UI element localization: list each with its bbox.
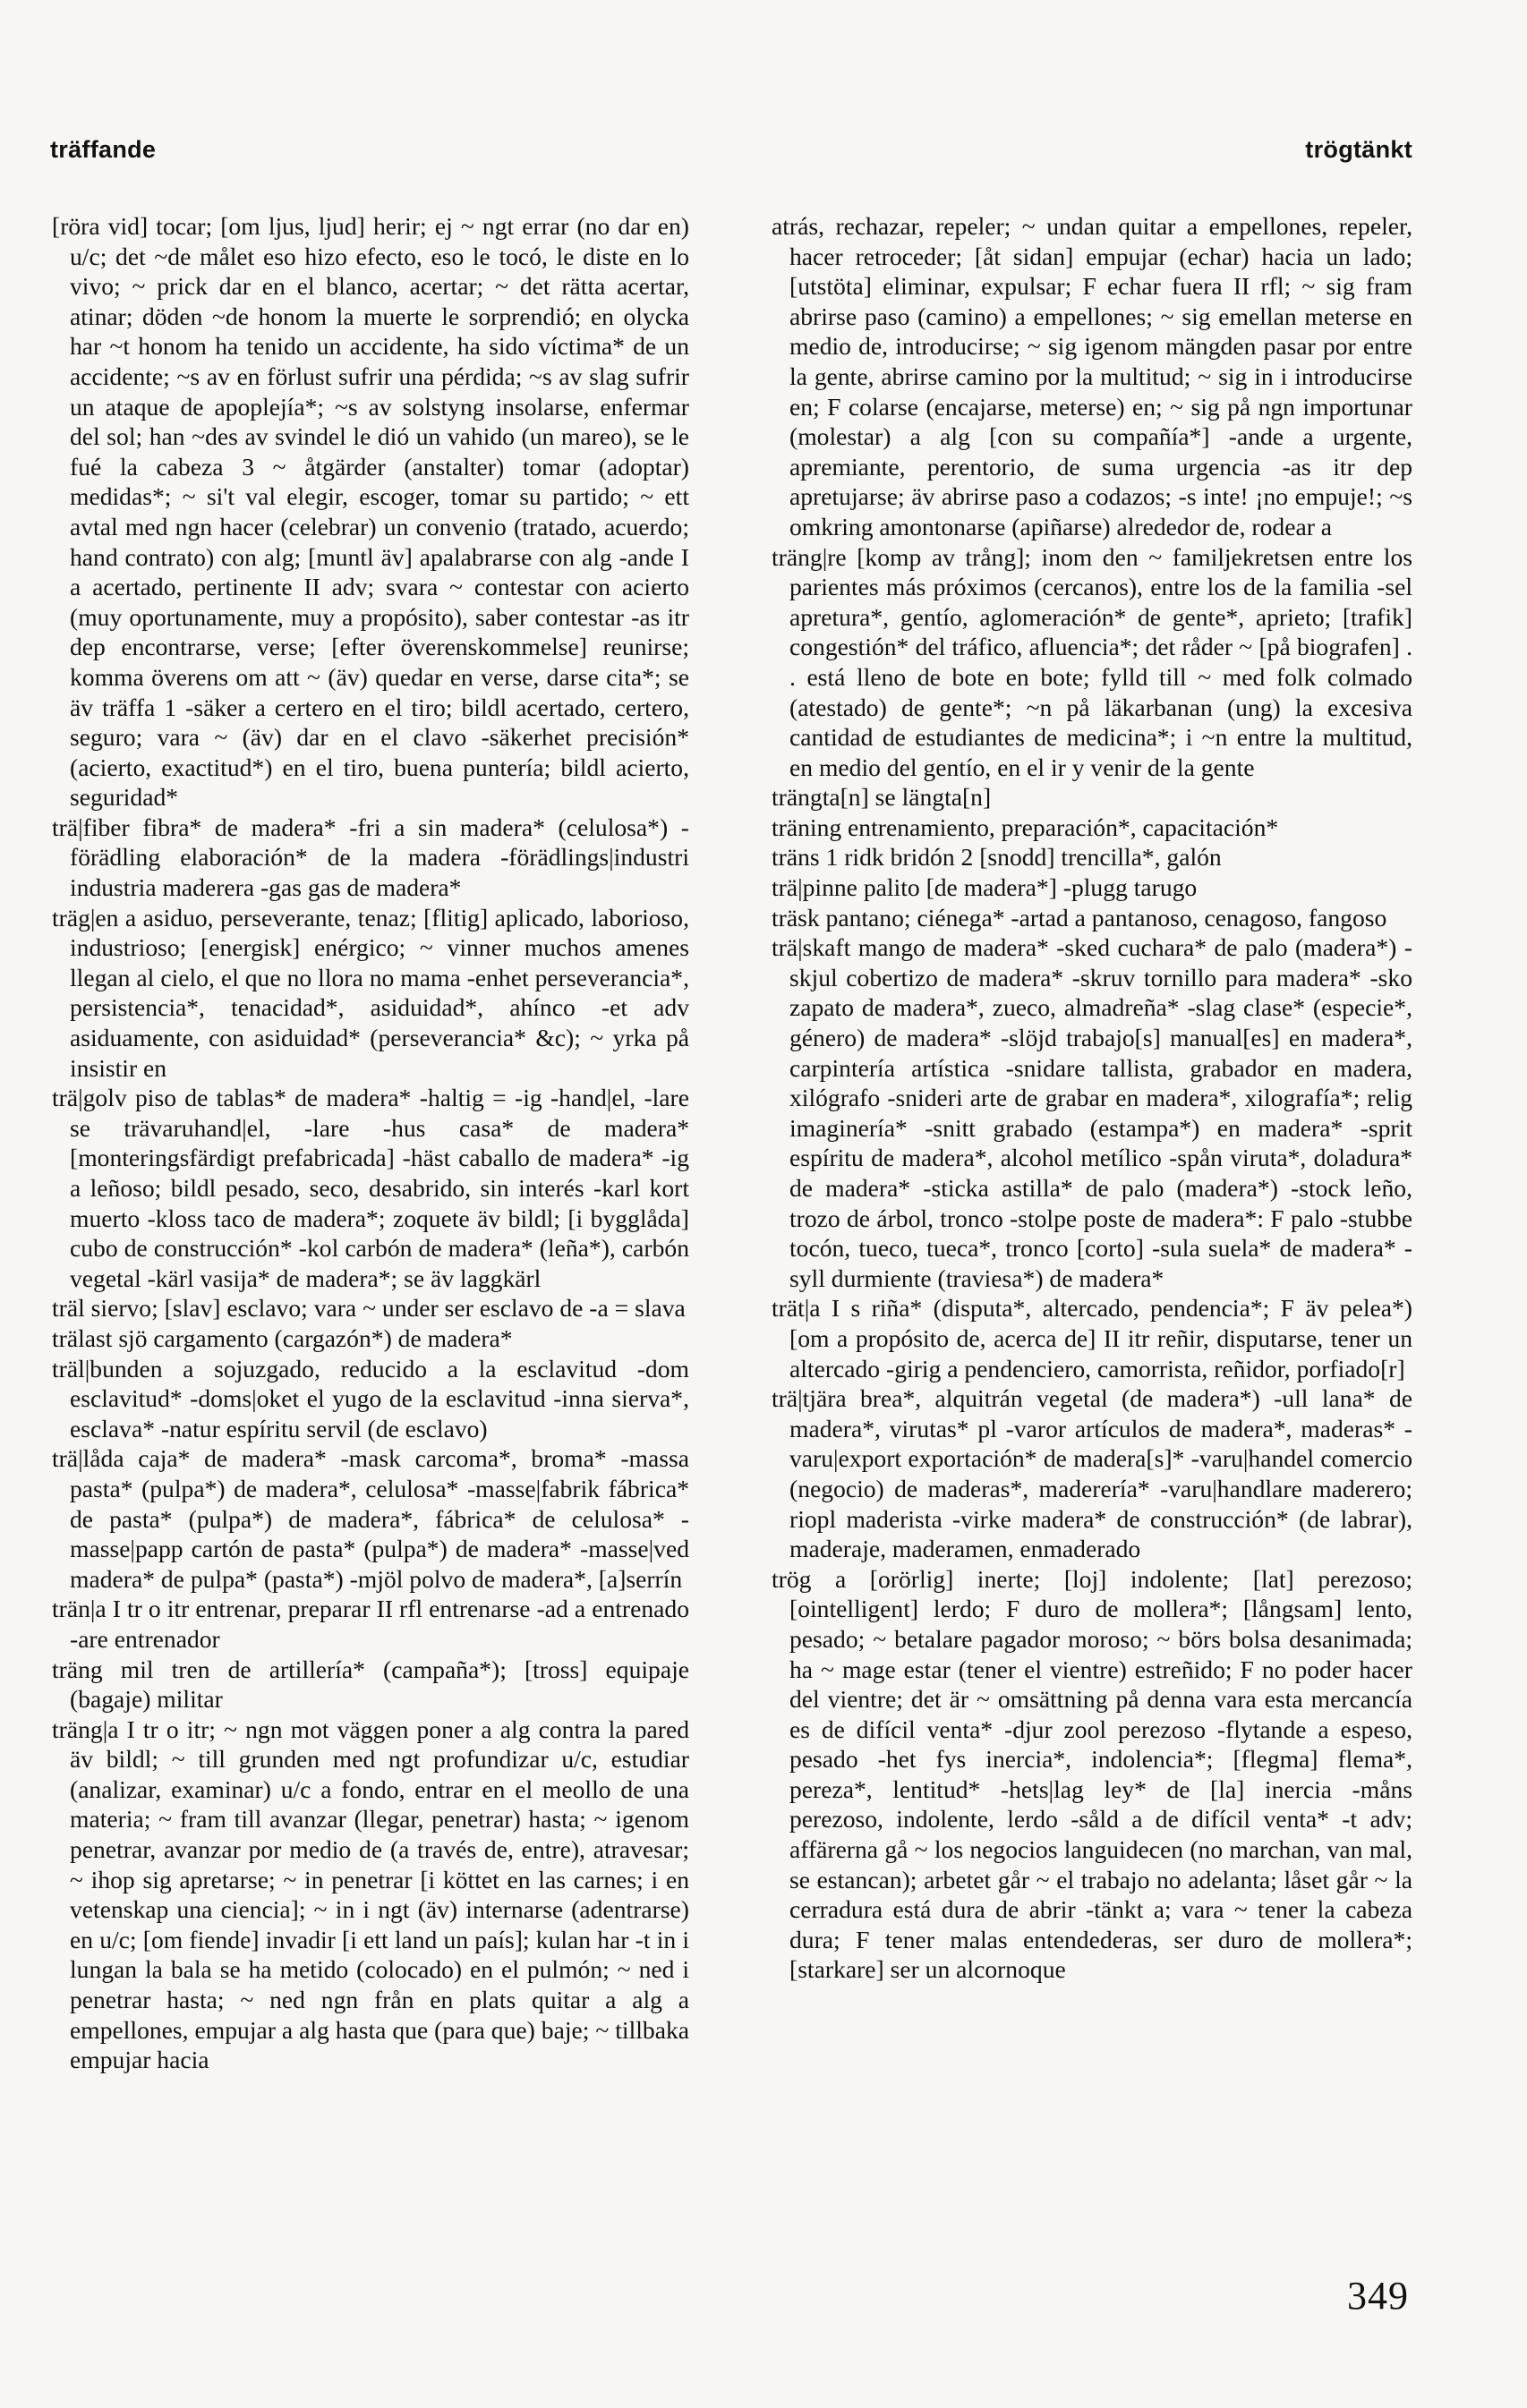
entry-traskaft: trä|skaft mango de madera* -sked cuchara* de palo (madera*) -skjul cobertizo de madera* -skruv tornillo para madera* -sko zapato de madera*, zueco, almadreña* -slag clase* (especie*, género) de madera* -slöjd trabajo[s] manual[es] en madera*, carpintería artística -snidare tallista, grabador en madera, xilógrafo -snideri arte de grabar en madera*, xilografía*; relig imaginería* -snitt grabado (estampa*) en madera* -sprit espíritu de madera*, alcohol metílico -spån viruta*, doladura* de madera* -sticka astilla* de palo (madera*) -stock leño, trozo de árbol, tronco -stolpe poste de madera*: F palo -stubbe tocón, tueco, tueca*, tronco [corto] -sula suela* de madera* -syll durmiente (traviesa*) de madera* (772, 933, 1412, 1292)
entry-trangre: träng|re [komp av trång]; inom den ~ familjekretsen entre los parientes más próximos (cercanos), entre los de la familia -sel apretura*, gentío, aglomeración* de gente*, aprieto; [trafik] congestión* del tráfico, afluencia*; det råder ~ [på biografen] . . está lleno de bote en bote; fylld till ~ med folk colmado (atestado) de gente*; ~n på läkarbanan (ung) la excesiva cantidad de estudiantes de medicina*; i ~n entre la multitud, en medio del gentío, en el ir y venir de la gente (772, 542, 1412, 781)
entry-tranga-continued: atrás, rechazar, repeler; ~ undan quitar a empellones, repeler, hacer retroceder; [åt sidan] empujar (echar) hacia un lado; [utstöta] eliminar, expulsar; F echar fuera II rfl; ~ sig fram abrirse paso (camino) a empellones; ~ sig emellan meterse en medio de, introducirse; ~ sig igenom mängden pasar por entre la gente, abrirse camino por la multitud; ~ sig in i introducirse en; F colarse (encajarse, meterse) en; ~ sig på ngn importunar (molestar) a alg [con su compañía*] -ande a urgente, apremiante, perentorio, de suma urgencia -as itr dep apretujarse; äv abrirse paso a codazos; -s inte! ¡no empuje!; ~s omkring amontonarse (apiñarse) alrededor de, rodear a (772, 212, 1412, 540)
entry-tragen: träg|en a asiduo, perseverante, tenaz; [flitig] aplicado, laborioso, industrioso; [energisk] enérgico; ~ vinner muchos amenes llegan al cielo, el que no llora no mama -enhet perseverancia*, persistencia*, tenacidad*, asiduidad*, ahínco -et adv asiduamente, con asiduidad* (perseverancia* &c); ~ yrka på insistir en (52, 903, 689, 1082)
entry-trapinne: trä|pinne palito [de madera*] -plugg tarugo (772, 873, 1198, 902)
entry-trang: träng mil tren de artillería* (campaña*); [tross] equipaje (bagaje) militar (52, 1655, 689, 1714)
right-column (772, 211, 1412, 2234)
entry-traning: träning entrenamiento, preparación*, capacitación* (772, 813, 1279, 841)
entry-tranga: träng|a I tr o itr; ~ ngn mot väggen poner a alg contra la pared äv bildl; ~ till grunden med ngt profundizar u/c, estudiar (analizar, examinar) u/c a fondo, entrar en el meollo de una materia; ~ fram till avanzar (llegar, penetrar) hasta; ~ igenom penetrar, avanzar por medio de (a través de, entre), atravesar; ~ ihop sig apretarse; ~ in penetrar [i köttet en las carnes; i en vetenskap una ciencia]; ~ in i ngt (äv) internarse (adentrarse) en u/c; [om fiende] invadir [i ett land un país]; kulan har -t in i lungan la bala se ha metido (colocado) en el pulmón; ~ ned i penetrar hasta; ~ ned ngn från en plats quitar a alg a empellones, empujar a alg hasta que (para que) baje; ~ tillbaka empujar hacia (52, 1715, 689, 2074)
entry-tratjara: trä|tjära brea*, alquitrán vegetal (de madera*) -ull lana* de madera*, virutas* pl -varor artículos de madera*, maderas* -varu|export exportación* de madera[s]* -varu|handel comercio (negocio) de maderas*, maderería* -varu|handlare maderero; riopl maderista -virke madera* de construcción* (de labrar), maderaje, maderamen, enmaderado (772, 1384, 1412, 1563)
entry-tralast: trälast sjö cargamento (cargazón*) de madera* (52, 1323, 513, 1352)
running-head-left: träffande (50, 136, 157, 163)
page-number: 349 (1347, 2274, 1409, 2318)
entry-tral: träl siervo; [slav] esclavo; vara ~ under ser esclavo de -a = slava (52, 1294, 686, 1323)
entry-tralbunden: träl|bunden a sojuzgado, reducido a la esclavitud -dom esclavitud* -doms|oket el yugo de la esclavitud -inna sierva*, esclava* -natur espíritu servil (de esclavo) (52, 1354, 689, 1442)
running-head-right: trögtänkt (1305, 136, 1412, 163)
entry-trask: träsk pantano; ciénega* -artad a pantanoso, cenagoso, fangoso (772, 903, 1387, 932)
entry-trata: trät|a I s riña* (disputa*, altercado, pendencia*; F äv pelea*) [om a propósito de, acerca de] II itr reñir, disputarse, tener un altercado -girig a pendenciero, camorrista, reñidor, porfiado[r] (772, 1294, 1412, 1383)
entry-trog: trög a [orörlig] inerte; [loj] indolente; [lat] perezoso; [ointelligent] lerdo; F duro de mollera*; [långsam] lento, pesado; ~ betalare pagador moroso; ~ börs bolsa desanimada; ha ~ mage estar (tener el vientre) estreñido; F no poder hacer del vientre; det är ~ omsättning på denna vara esta mercancía es de difícil venta* -djur zool perezoso -flytande a espeso, pesado -het fys inercia*, indolencia*; [flegma] flema*, pereza*, lentitud* -hets|lag ley* de [la] inercia -måns perezoso, indolente, lerdo -såld a de difícil venta* -t adv; affärerna gå ~ los negocios languidecen (no marchan, van mal, se estancan); arbetet går ~ el trabajo no adelanta; låset går ~ la cerradura está dura de abrir -tänkt a; vara ~ tener la cabeza dura; F tener malas entendederas, ser duro de mollera*; [starkare] ser un alcornoque (772, 1564, 1412, 1984)
entry-tralada: trä|låda caja* de madera* -mask carcoma*, broma* -massa pasta* (pulpa*) de madera*, celulosa* -masse|fabrik fábrica* de pasta* (pulpa*) de madera*, fábrica* de celulosa* -masse|papp cartón de pasta* (pulpa*) de madera* -masse|ved madera* de pulpa* (pasta*) -mjöl polvo de madera*, [a]serrín (52, 1444, 689, 1593)
entry-trafiber: trä|fiber fibra* de madera* -fri a sin madera* (celulosa*) -förädling elaboración* de la madera -förädlings|industri industria maderera -gas gas de madera* (52, 813, 689, 902)
entry-trangtan: trängta[n] se längta[n] (772, 783, 992, 812)
left-column (52, 211, 689, 2234)
entry-traffa-continued: [röra vid] tocar; [om ljus, ljud] herir; ej ~ ngt errar (no dar en) u/c; det ~de målet eso hizo efecto, eso le tocó, le diste en lo vivo; ~ prick dar en el blanco, acertar; ~ det rätta acertar, atinar; döden ~de honom la muerte le sorprendió; en olycka har ~t honom ha tenido un accidente, ha sido víctima* de un accidente; ~s av en förlust sufrir una pérdida; ~s av slag sufrir un ataque de apoplejía*; ~s av solstyng insolarse, enfermar del sol; han ~des av svindel le dió un vahido (un mareo), se le fué la cabeza 3 ~ åtgärder (anstalter) tomar (adoptar) medidas*; ~ si't val elegir, escoger, tomar su partido; ~ ett avtal med ngn hacer (celebrar) un convenio (tratado, acuerdo; hand contrato) con alg; [muntl äv] apalabrarse con alg -ande I a acertado, pertinente II adv; svara ~ contestar con acierto (muy oportunamente, muy a propósito), saber contestar -as itr dep encontrarse, verse; [efter överenskommelse] reunirse; komma överens om att ~ (äv) quedar en verse, darse cita*; se äv träffa 1 -säker a certero en el tiro; bildl acertado, certero, seguro; vara ~ (äv) dar en el clavo -säkerhet precisión* (acierto, exactitud*) en el tiro, buena puntería; bildl acierto, seguridad* (52, 212, 689, 812)
entry-trana: trän|a I tr o itr entrenar, preparar II rfl entrenarse -ad a entrenado -are entrenador (52, 1595, 689, 1653)
entry-trans: träns 1 ridk bridón 2 [snodd] trencilla*, galón (772, 843, 1222, 872)
entry-tragolv: trä|golv piso de tablas* de madera* -haltig = -ig -hand|el, -lare se trävaruhand|el, -lare -hus casa* de madera* [monteringsfärdigt prefabricada] -häst caballo de madera* -ig a leñoso; bildl pesado, seco, desabrido, sin interés -karl kort muerto -kloss taco de madera*; zoquete äv bildl; [i bygglåda] cubo de construcción* -kol carbón de madera* (leña*), carbón vegetal -kärl vasija* de madera*; se äv laggkärl (52, 1084, 689, 1292)
